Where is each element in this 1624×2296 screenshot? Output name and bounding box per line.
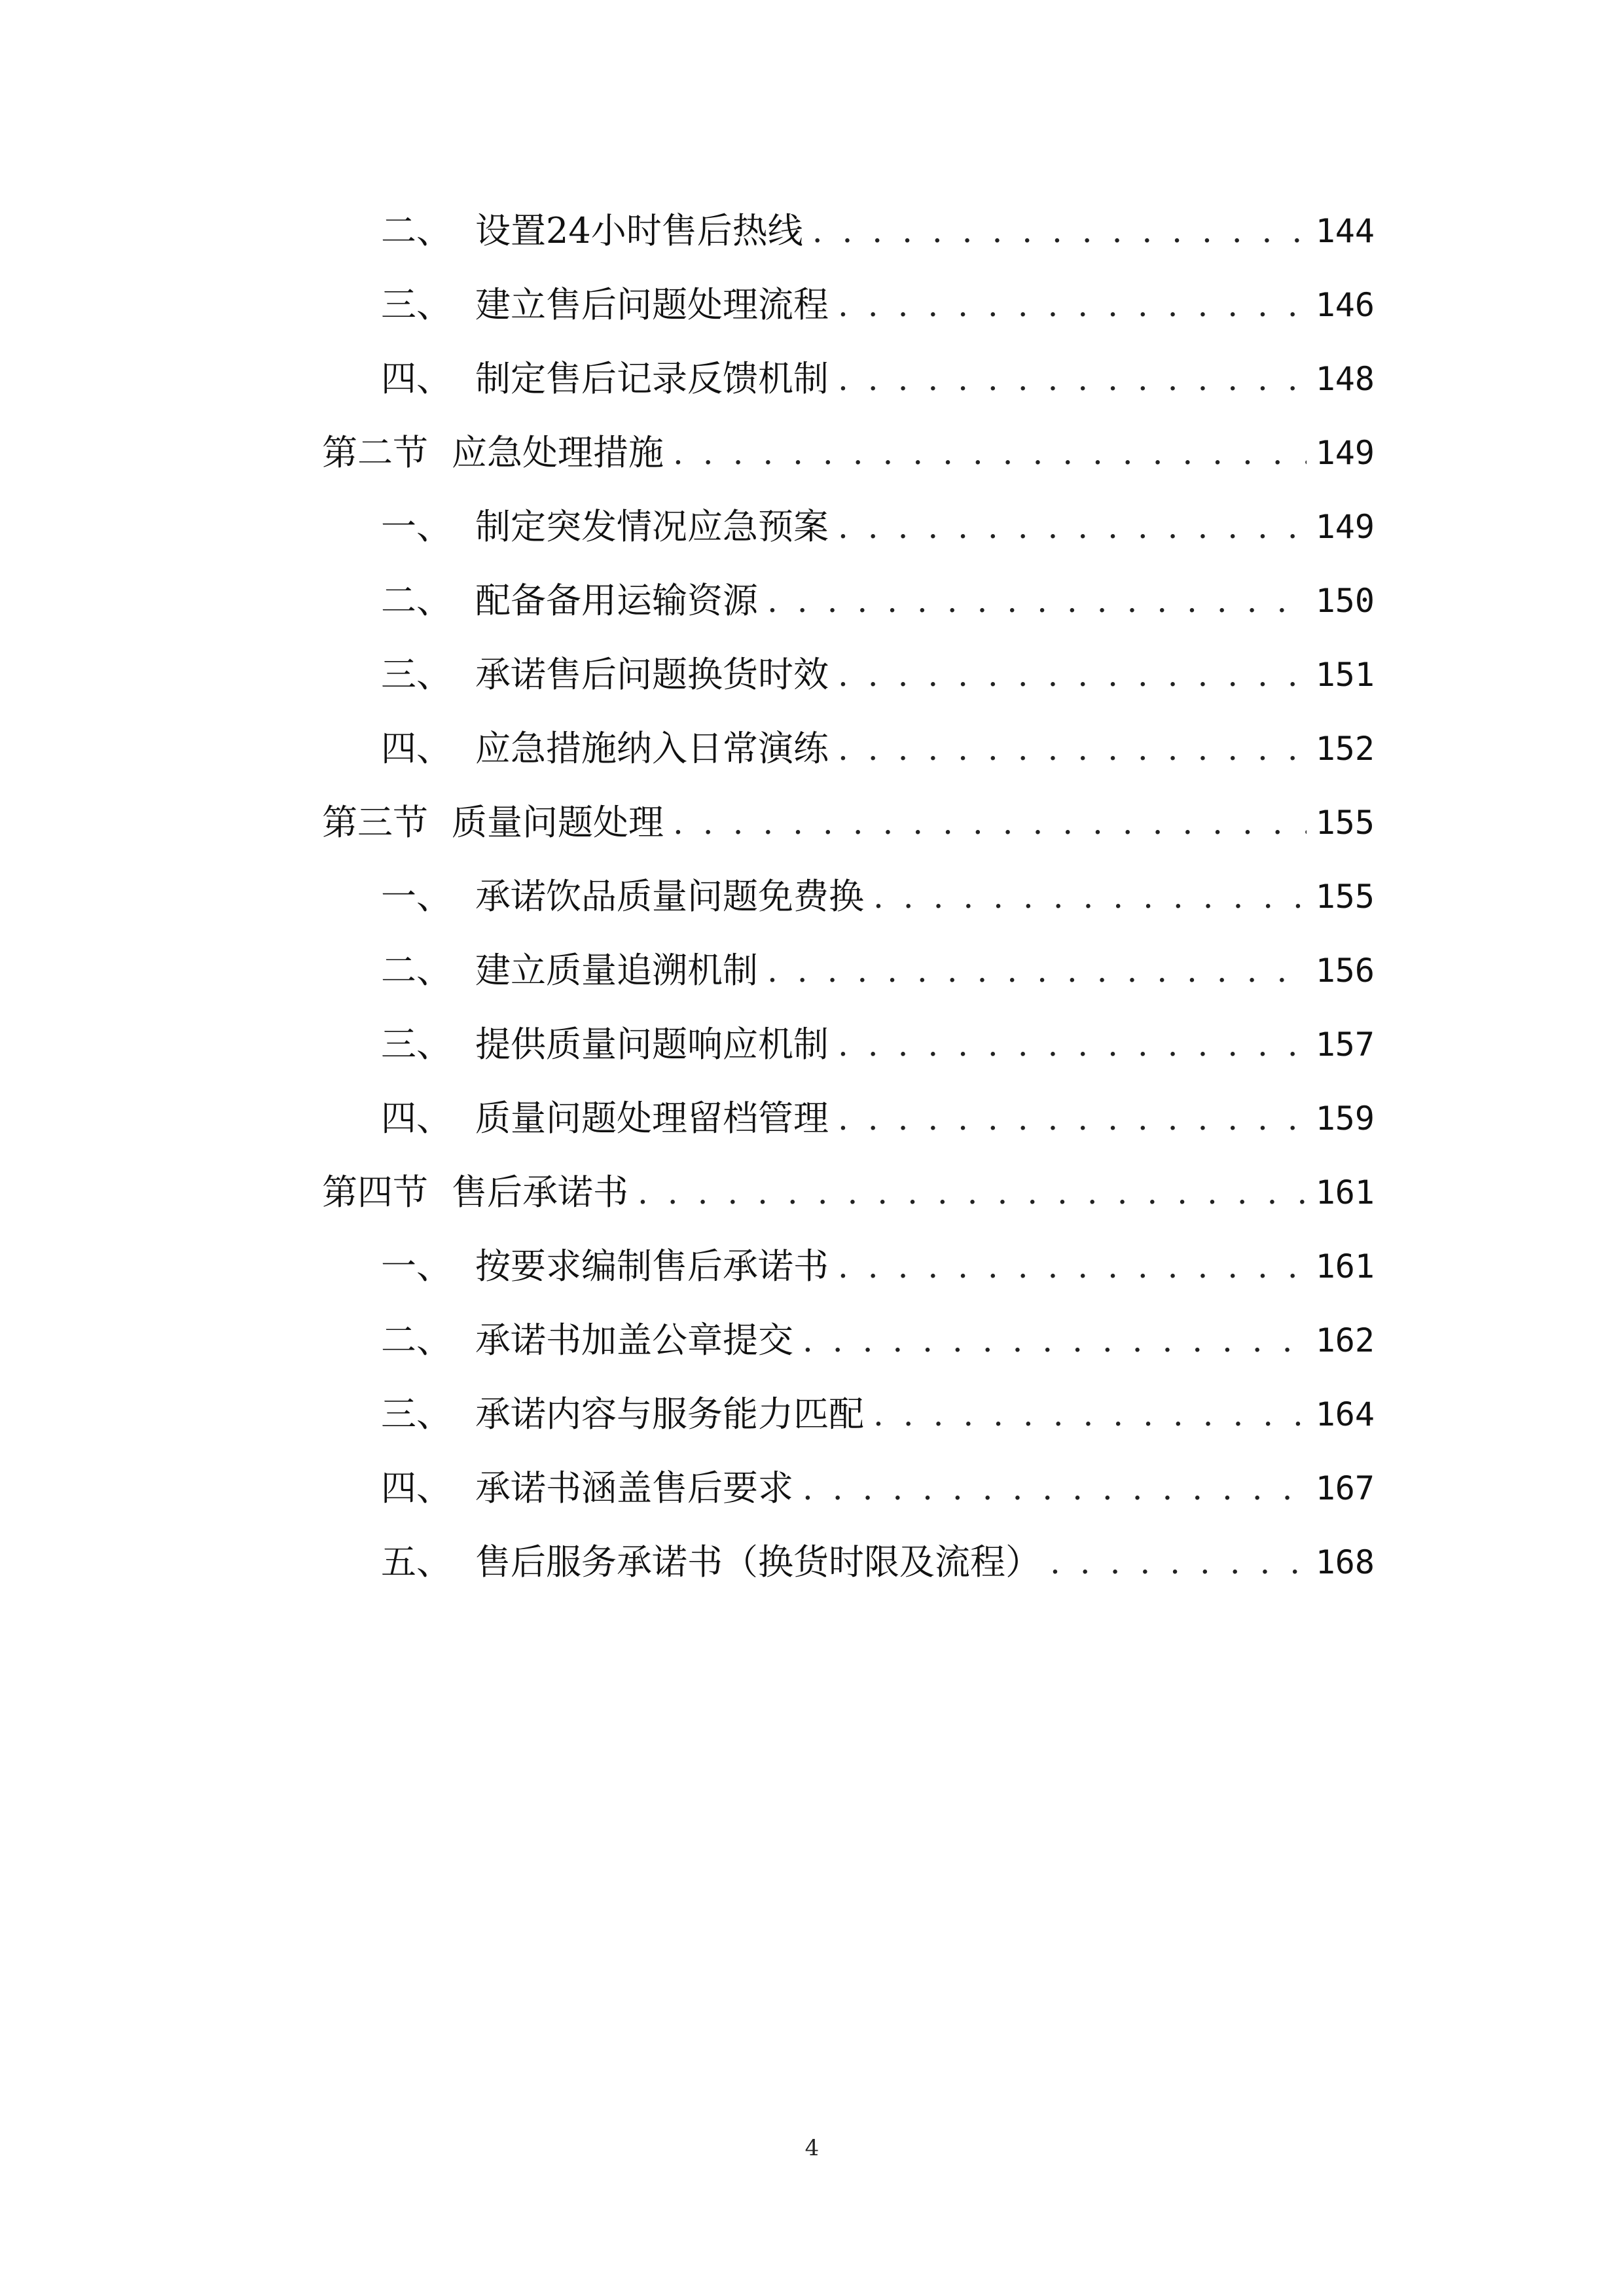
toc-page-number: 149	[1315, 434, 1375, 472]
toc-number: 一、	[381, 506, 452, 547]
toc-number: 五、	[381, 1541, 452, 1583]
toc-title: 承诺书加盖公章提交	[475, 1319, 793, 1361]
toc-page-number: 149	[1315, 508, 1375, 546]
page-number: 4	[804, 2135, 820, 2161]
toc-number: 三、	[381, 284, 452, 325]
toc-page-number: 155	[1315, 878, 1375, 916]
toc-title: 质量问题处理	[452, 802, 664, 843]
toc-page-number: 152	[1315, 730, 1375, 768]
toc-title: 承诺书涵盖售后要求	[475, 1467, 793, 1509]
dot-leader	[838, 1022, 1307, 1067]
dot-leader	[673, 430, 1307, 476]
toc-page-number: 156	[1315, 952, 1375, 990]
toc-title: 建立售后问题处理流程	[475, 284, 829, 325]
toc-row[interactable]	[381, 1526, 1375, 1585]
dot-leader	[838, 282, 1307, 328]
toc-row[interactable]	[381, 1304, 1375, 1363]
toc-title: 售后服务承诺书（换货时限及流程）	[475, 1541, 1041, 1583]
dot-leader	[838, 504, 1307, 550]
toc-number: 三、	[381, 1393, 452, 1435]
toc-title: 提供质量问题响应机制	[475, 1024, 829, 1065]
toc-title: 承诺饮品质量问题免费换	[475, 876, 864, 917]
toc-page-number: 159	[1315, 1100, 1375, 1138]
dot-leader	[838, 1244, 1307, 1289]
toc-title: 设置24小时售后热线	[475, 210, 803, 251]
dot-leader	[1050, 1539, 1307, 1585]
toc-title: 制定突发情况应急预案	[475, 506, 829, 547]
toc-number: 四、	[381, 1098, 452, 1139]
toc-number: 一、	[381, 876, 452, 917]
dot-leader	[767, 948, 1307, 994]
toc-page-number: 151	[1315, 656, 1375, 694]
toc-title: 质量问题处理留档管理	[475, 1098, 829, 1139]
toc-page-number: 150	[1315, 582, 1375, 620]
toc-row[interactable]	[381, 713, 1375, 772]
toc-row[interactable]	[381, 1009, 1375, 1067]
toc-row[interactable]	[381, 195, 1375, 254]
toc-page-number: 144	[1315, 212, 1375, 250]
toc-page-number: 168	[1315, 1543, 1375, 1581]
dot-leader	[873, 874, 1307, 920]
toc-row[interactable]	[381, 639, 1375, 698]
toc-title: 承诺售后问题换货时效	[475, 654, 829, 695]
toc-number: 二、	[381, 210, 452, 251]
toc-title: 售后承诺书	[452, 1172, 628, 1213]
toc-number: 二、	[381, 950, 452, 991]
toc-page-number: 157	[1315, 1026, 1375, 1064]
dot-leader	[838, 1096, 1307, 1141]
dot-leader	[838, 356, 1307, 402]
toc-title: 制定售后记录反馈机制	[475, 358, 829, 399]
toc-row[interactable]	[381, 1083, 1375, 1141]
toc-row[interactable]	[381, 343, 1375, 402]
toc-number: 二、	[381, 1319, 452, 1361]
toc-number: 第三节	[322, 802, 428, 843]
toc-title: 配备备用运输资源	[475, 580, 758, 621]
toc-row[interactable]	[381, 269, 1375, 328]
toc-row-section[interactable]	[322, 417, 1375, 476]
toc-number: 二、	[381, 580, 452, 621]
toc-row[interactable]	[381, 1230, 1375, 1289]
toc-title: 应急处理措施	[452, 432, 664, 473]
toc-page-number: 155	[1315, 804, 1375, 842]
dot-leader	[803, 1318, 1307, 1363]
toc-row[interactable]	[381, 935, 1375, 994]
toc-row-section[interactable]	[322, 787, 1375, 846]
toc-number: 第二节	[322, 432, 428, 473]
toc-page-number: 161	[1315, 1247, 1375, 1285]
toc-page-number: 167	[1315, 1469, 1375, 1507]
toc-title: 建立质量追溯机制	[475, 950, 758, 991]
toc-page-number: 148	[1315, 360, 1375, 398]
toc-title: 按要求编制售后承诺书	[475, 1246, 829, 1287]
dot-leader	[803, 1465, 1307, 1511]
toc-number: 三、	[381, 654, 452, 695]
toc-page-number: 146	[1315, 286, 1375, 324]
toc-title: 承诺内容与服务能力匹配	[475, 1393, 864, 1435]
dot-leader	[838, 726, 1307, 772]
toc-row[interactable]	[381, 491, 1375, 550]
toc-number: 四、	[381, 1467, 452, 1509]
toc-number: 一、	[381, 1246, 452, 1287]
toc-page-number: 162	[1315, 1321, 1375, 1359]
dot-leader	[838, 652, 1307, 698]
toc-page-number: 164	[1315, 1395, 1375, 1433]
toc-row[interactable]	[381, 565, 1375, 624]
toc-title: 应急措施纳入日常演练	[475, 728, 829, 769]
toc-row-section[interactable]	[322, 1157, 1375, 1215]
toc-number: 四、	[381, 358, 452, 399]
dot-leader	[673, 800, 1307, 846]
dot-leader	[767, 578, 1307, 624]
dot-leader	[812, 208, 1307, 254]
dot-leader	[873, 1391, 1307, 1437]
toc-number: 第四节	[322, 1172, 428, 1213]
toc-row[interactable]	[381, 1378, 1375, 1437]
toc-number: 四、	[381, 728, 452, 769]
toc-page-number: 161	[1315, 1174, 1375, 1211]
toc-row[interactable]	[381, 1452, 1375, 1511]
toc-row[interactable]	[381, 861, 1375, 920]
dot-leader	[638, 1170, 1307, 1215]
toc-number: 三、	[381, 1024, 452, 1065]
